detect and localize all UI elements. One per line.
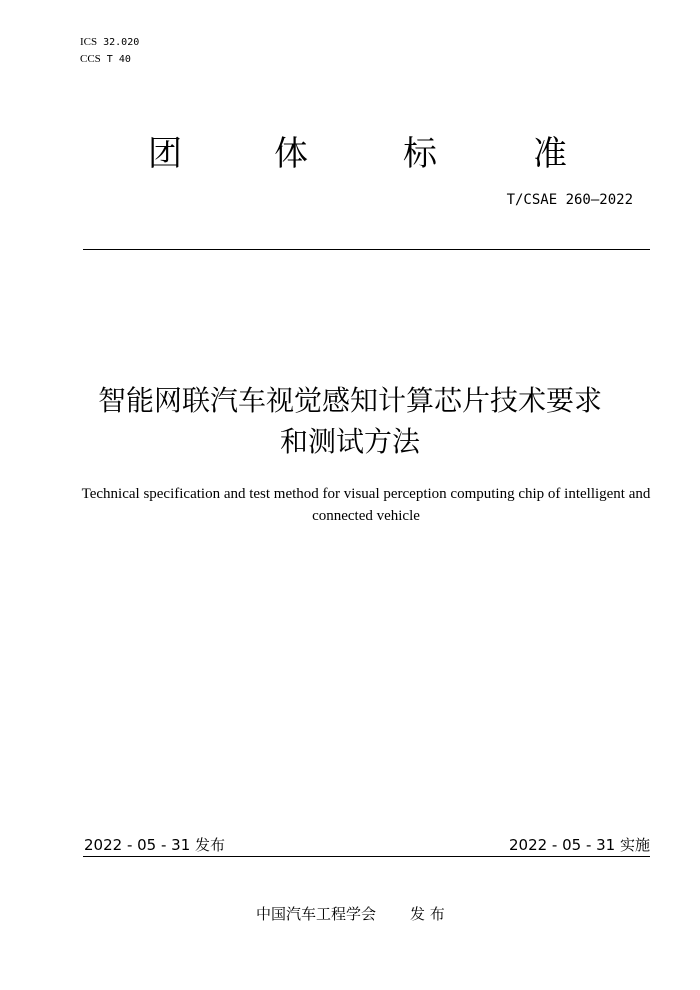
implementation-date: 2022 - 05 - 31 实施 [508, 836, 650, 854]
top-divider [83, 249, 650, 250]
publisher [256, 903, 445, 925]
publisher-action: 发 布 [410, 905, 445, 923]
issue-date: 2022 - 05 - 31 发布 [84, 836, 226, 854]
ccs-code [80, 52, 131, 67]
standard-type-char: 体 [274, 134, 308, 174]
bottom-divider [83, 856, 650, 857]
standard-number: T/CSAE 260—2022 [506, 192, 633, 208]
publisher-organization: 中国汽车工程学会 [256, 905, 377, 923]
ics-value: 32.020 [103, 37, 140, 48]
chinese-title-line-1: 智能网联汽车视觉感知计算芯片技术要求 [97, 384, 602, 417]
standard-type-char: 标 [403, 134, 437, 174]
chinese-title-line-2: 和测试方法 [279, 425, 420, 458]
ics-label: ICS [80, 36, 98, 48]
ccs-value: T 40 [106, 54, 131, 65]
standard-type-heading [0, 132, 700, 176]
ccs-label: CCS [80, 53, 101, 65]
ics-code [80, 35, 139, 50]
standard-type-char: 团 [148, 134, 182, 174]
english-title: Technical specification and test method for visual perception computing chip of intelligent and connected vehicle [81, 486, 651, 524]
standard-type-char: 准 [533, 134, 567, 174]
